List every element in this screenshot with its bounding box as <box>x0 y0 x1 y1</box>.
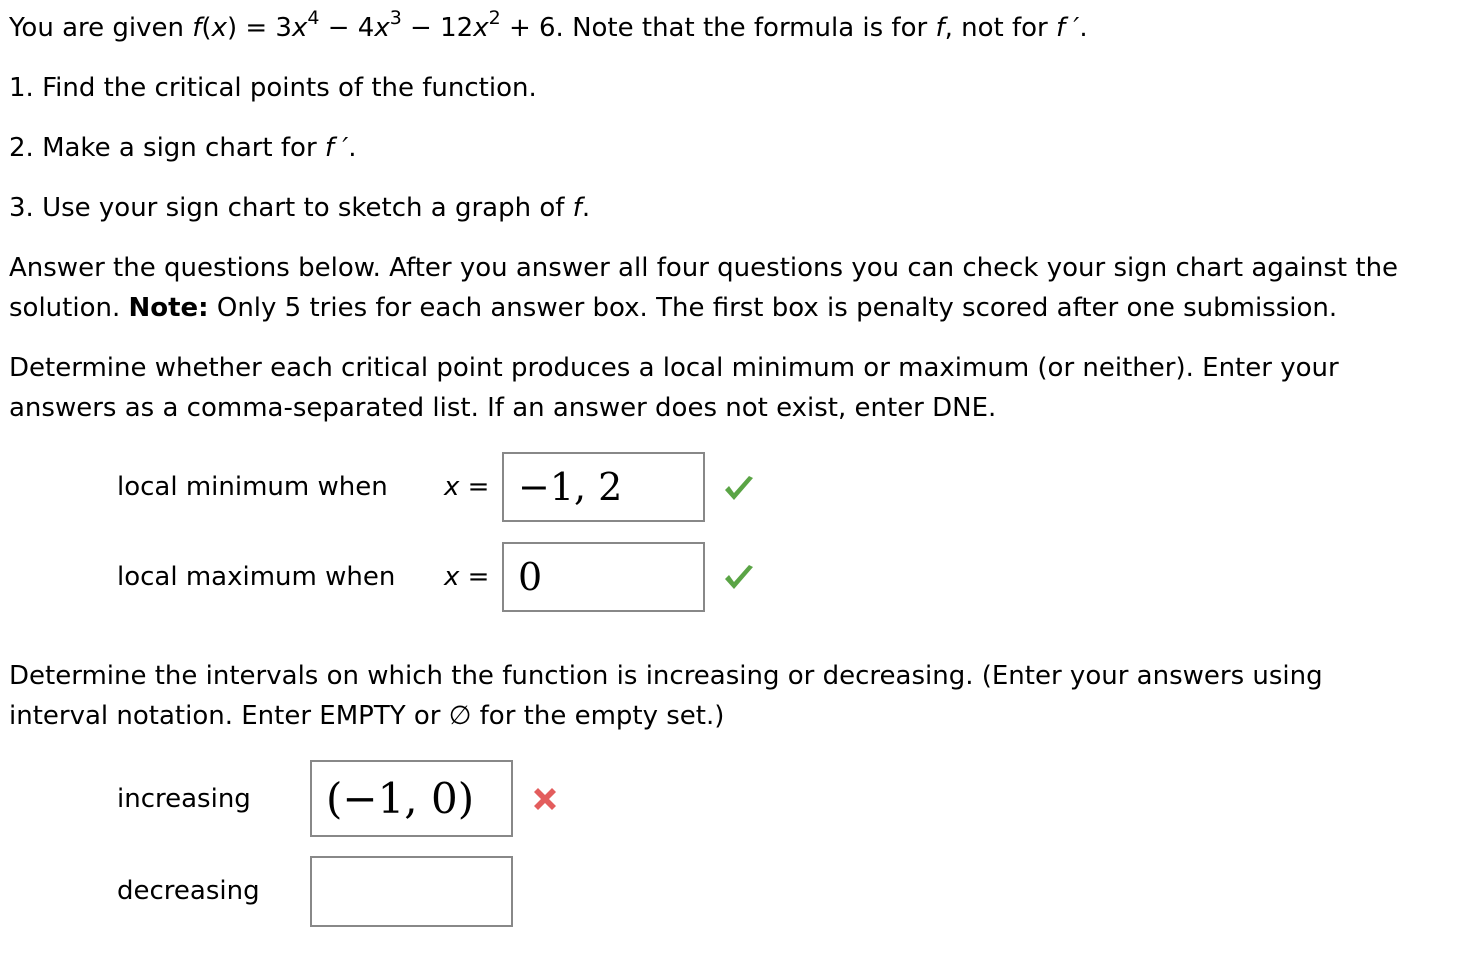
step-1: 1. Find the critical points of the function. <box>9 73 537 103</box>
local-maximum-label: local maximum when <box>117 562 396 592</box>
paren: ) <box>226 13 238 43</box>
cross-icon <box>530 784 560 814</box>
intro-text: . <box>1079 13 1088 43</box>
derivative-name: f ′ <box>324 133 349 163</box>
intro-text: , not for <box>944 13 1056 43</box>
step-text: . <box>348 133 357 163</box>
variable: x <box>444 472 460 502</box>
step-text: . <box>581 193 591 223</box>
variable: x <box>291 13 308 43</box>
part2-prompt-line-2: interval notation. Enter EMPTY or ∅ for the empty set.) <box>9 701 725 731</box>
step-text: 3. Use your sign chart to sketch a graph of <box>9 193 573 223</box>
decreasing-label: decreasing <box>117 876 260 906</box>
problem-statement <box>9 8 1088 48</box>
variable: x <box>473 13 489 43</box>
local-minimum-input[interactable]: −1, 2 <box>502 452 705 522</box>
decreasing-input[interactable] <box>310 856 513 927</box>
check-shape <box>725 476 753 500</box>
check-icon <box>722 474 756 504</box>
step-2 <box>9 128 357 168</box>
instructions-line-1: Answer the questions below. After you answer all four questions you can check your sign chart against the <box>9 253 1399 283</box>
equals-sign: = <box>459 562 490 592</box>
exponent: 2 <box>488 7 501 30</box>
variable: x <box>444 562 460 592</box>
instructions-text: Only 5 tries for each answer box. The first box is penalty scored after one submission. <box>208 293 1338 323</box>
part1-prompt-line-1: Determine whether each critical point produces a local minimum or maximum (or neither). Enter your <box>9 353 1339 383</box>
local-maximum-input[interactable]: 0 <box>502 542 705 612</box>
equals-sign: = <box>459 472 490 502</box>
exponent: 4 <box>307 7 320 30</box>
derivative-name: f ′ <box>1056 13 1080 43</box>
x-equals-label <box>444 557 489 597</box>
check-icon <box>722 563 756 593</box>
formula-part: − 12 <box>401 13 474 43</box>
part2-prompt-line-1: Determine the intervals on which the function is increasing or decreasing. (Enter your answers using <box>9 661 1323 691</box>
formula-part: + 6. Note that the formula is for <box>500 13 936 43</box>
intro-text: You are given <box>9 13 193 43</box>
part1-prompt-line-2: answers as a comma-separated list. If an answer does not exist, enter DNE. <box>9 393 997 423</box>
formula-part: = 3 <box>237 13 292 43</box>
function-name: f <box>935 13 945 43</box>
cross-shape <box>534 788 556 810</box>
instructions-text: solution. <box>9 293 129 323</box>
note-label: Note: <box>128 293 209 323</box>
paren: ( <box>201 13 212 43</box>
increasing-label: increasing <box>117 784 251 814</box>
variable: x <box>374 13 390 43</box>
function-name: f <box>572 193 582 223</box>
local-minimum-label: local minimum when <box>117 472 388 502</box>
step-3 <box>9 188 590 228</box>
check-shape <box>725 565 753 589</box>
step-text: 2. Make a sign chart for <box>9 133 325 163</box>
formula-part: − 4 <box>319 13 375 43</box>
increasing-input[interactable]: (−1, 0) <box>310 760 513 837</box>
exponent: 3 <box>389 7 402 30</box>
function-name: f <box>192 13 202 43</box>
instructions-line-2 <box>9 288 1337 328</box>
x-equals-label <box>444 467 489 507</box>
variable: x <box>211 13 227 43</box>
